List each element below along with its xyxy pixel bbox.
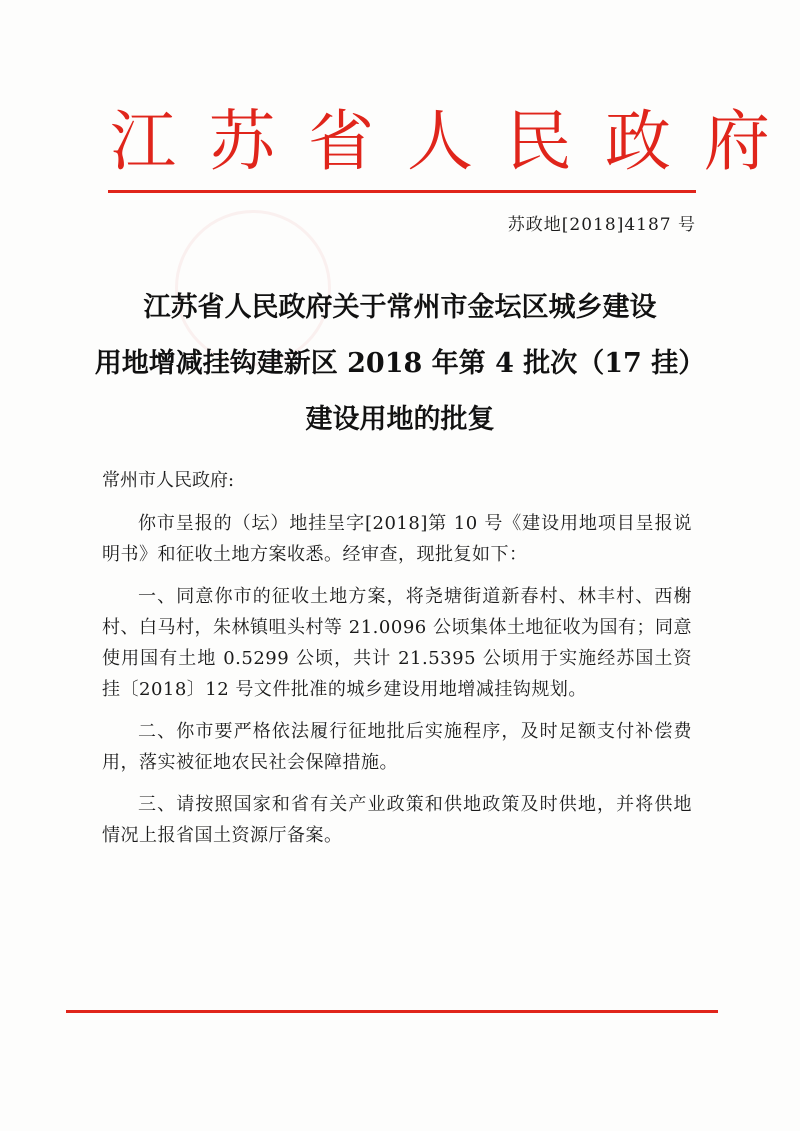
masthead-title: 江 苏 省 人 民 政 府 [110, 103, 776, 180]
body-paragraph-item-2: 二、你市要严格依法履行征地批后实施程序，及时足额支付补偿费用，落实被征地农民社会保障措施。 [102, 721, 692, 773]
document-title-line-2: 用地增减挂钩建新区 2018 年第 4 批次（17 挂） [94, 348, 706, 379]
document-title-line-3: 建设用地的批复 [305, 404, 495, 435]
addressee: 常州市人民政府: [102, 470, 235, 491]
body-paragraph-item-1: 一、同意你市的征收土地方案，将尧塘街道新春村、林丰村、西榭村、白马村，朱林镇咀头村等 21.0096 公顷集体土地征收为国有；同意使用国有土地 0.5299 公顷，共计 21.5395 公顷用于实施经苏国土资挂〔2018〕12 号文件批准的城乡建设用地增减挂钩规划。 [102, 586, 692, 700]
body-paragraph-intro: 你市呈报的（坛）地挂呈字[2018]第 10 号《建设用地项目呈报说明书》和征收土地方案收悉。经审查，现批复如下： [102, 513, 692, 565]
document-title [90, 280, 710, 448]
body-paragraph-item-3: 三、请按照国家和省有关产业政策和供地政策及时供地，并将供地情况上报省国土资源厅备案。 [102, 794, 692, 846]
document-title-line-1: 江苏省人民政府关于常州市金坛区城乡建设 [143, 292, 657, 323]
footer-divider [66, 1010, 718, 1013]
document-number: 苏政地[2018]4187 号 [507, 215, 696, 235]
masthead-divider [108, 190, 696, 193]
document-body [102, 508, 692, 862]
